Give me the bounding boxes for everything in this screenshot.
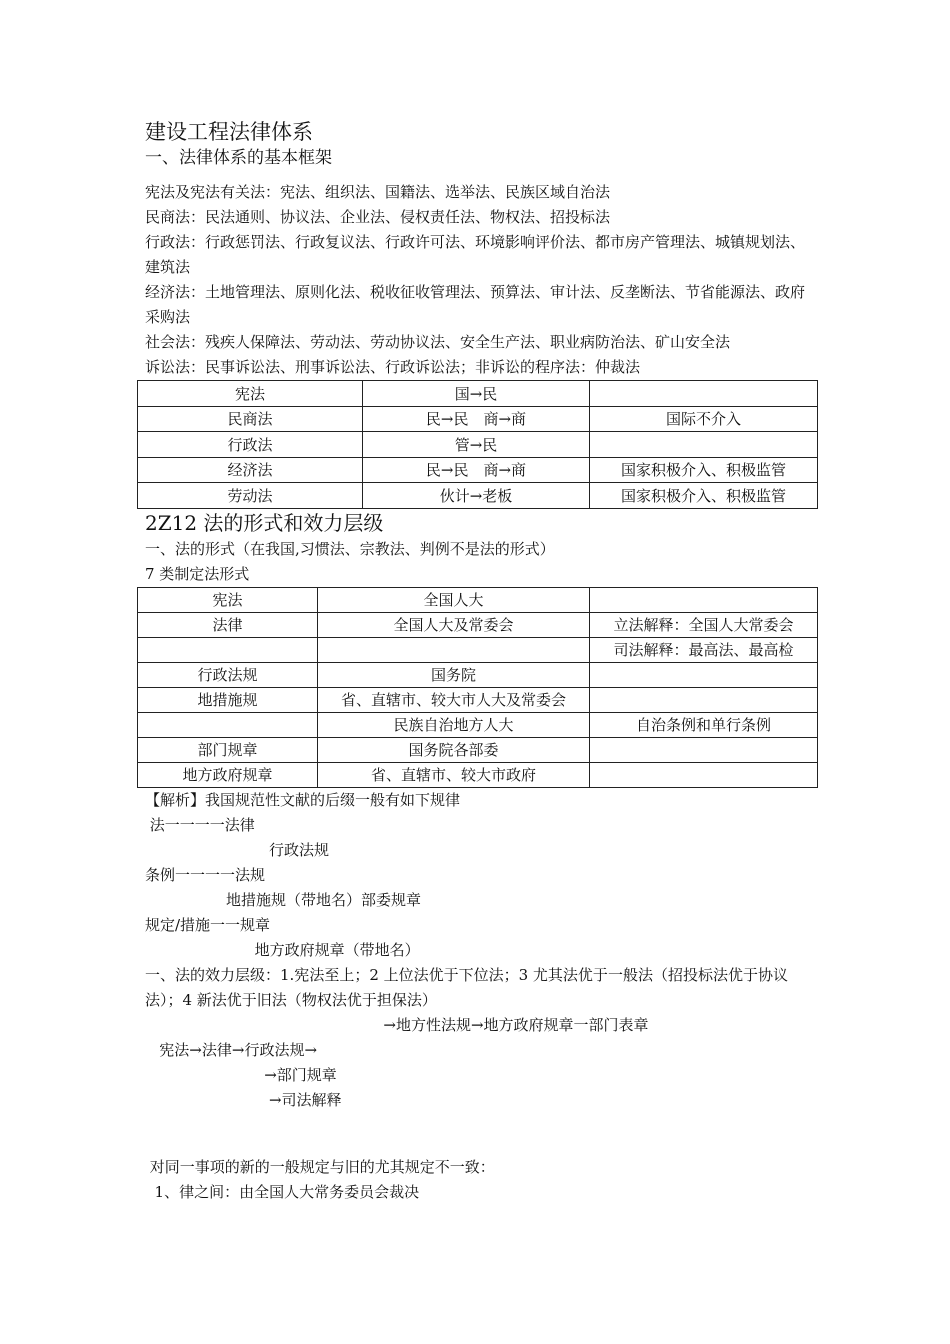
table-cell (590, 737, 818, 762)
table-cell: 行政法规 (138, 662, 318, 687)
table-cell: 民→民 商→商 (363, 457, 590, 483)
table-row (138, 483, 818, 509)
section-heading-forms: 2Z12 法的形式和效力层级 (145, 510, 384, 535)
table-cell: 国务院 (318, 662, 590, 687)
paragraph: 宪法及宪法有关法：宪法、组织法、国籍法、选举法、民族区域自治法 (145, 183, 611, 201)
hierarchy-diagram (145, 1013, 815, 1113)
table-cell: 劳动法 (138, 483, 363, 509)
table-cell: 司法解释：最高法、最高检 (590, 637, 818, 662)
table-row (138, 457, 818, 483)
table-cell: 民族自治地方人大 (318, 712, 590, 737)
law-forms-table (137, 587, 818, 788)
analysis-line: 地措施规（带地名）部委规章 (145, 890, 422, 909)
table-cell: 地方政府规章 (138, 762, 318, 787)
analysis-line: 法一一一一法律 (145, 815, 255, 834)
table-cell (318, 637, 590, 662)
law-categories (145, 180, 815, 380)
table-row (138, 712, 818, 737)
table-cell: 法律 (138, 612, 318, 637)
effect-hierarchy-text: 一、法的效力层级：1.宪法至上；2 上位法优于下位法；3 尤其法优于一般法（招投标法优于协议法）；4 新法优于旧法（物权法优于担保法） (145, 965, 788, 1009)
table-cell: 行政法 (138, 432, 363, 458)
table-cell (590, 381, 818, 407)
paragraph: 诉讼法：民事诉讼法、刑事诉讼法、行政诉讼法；非诉讼的程序法：仲裁法 (145, 358, 641, 376)
hierarchy-line: 宪法→法律→行政法规→ (145, 1040, 318, 1059)
table-cell: 国务院各部委 (318, 737, 590, 762)
table-cell: 经济法 (138, 457, 363, 483)
table-cell: 国家积极介入、积极监管 (590, 483, 818, 509)
paragraph: 民商法：民法通则、协议法、企业法、侵权责任法、物权法、招投标法 (145, 208, 611, 226)
table-cell: 国→民 (363, 381, 590, 407)
paragraph: 社会法：残疾人保障法、劳动法、劳动协议法、安全生产法、职业病防治法、矿山安全法 (145, 333, 731, 351)
subheading-types: 7 类制定法形式 (145, 564, 250, 583)
table-cell: 省、直辖市、较大市政府 (318, 762, 590, 787)
table-row (138, 587, 818, 612)
table-cell: 管→民 (363, 432, 590, 458)
table-row (138, 612, 818, 637)
spacer (145, 170, 815, 180)
analysis-line: 行政法规 (145, 840, 329, 859)
table-cell: 地措施规 (138, 687, 318, 712)
table-row (138, 381, 818, 407)
table-cell (590, 432, 818, 458)
subheading-forms: 一、法的形式（在我国,习惯法、宗教法、判例不是法的形式） (145, 539, 555, 558)
hierarchy-line: →地方性法规→地方政府规章一部门表章 (145, 1015, 649, 1034)
table-cell: 全国人大及常委会 (318, 612, 590, 637)
table-cell: 宪法 (138, 381, 363, 407)
table-cell (138, 637, 318, 662)
analysis-block (145, 788, 815, 963)
table-cell (590, 662, 818, 687)
table-cell: 伙计→老板 (363, 483, 590, 509)
table-row (138, 687, 818, 712)
table-cell (138, 712, 318, 737)
hierarchy-line: →部门规章 (145, 1065, 337, 1084)
spacer (145, 1113, 815, 1155)
table-cell: 全国人大 (318, 587, 590, 612)
table-row (138, 737, 818, 762)
table-cell (590, 762, 818, 787)
document-page (145, 118, 815, 1205)
table-cell: 宪法 (138, 587, 318, 612)
analysis-line: 【解析】我国规范性文献的后缀一般有如下规律 (145, 790, 461, 809)
table-cell: 部门规章 (138, 737, 318, 762)
table-row (138, 637, 818, 662)
table-row (138, 406, 818, 432)
hierarchy-line: →司法解释 (145, 1090, 342, 1109)
analysis-line: 地方政府规章（带地名） (145, 940, 420, 959)
table-cell (590, 587, 818, 612)
closing-line: 1、律之间：由全国人大常务委员会裁决 (145, 1182, 420, 1201)
paragraph: 经济法：土地管理法、原则化法、税收征收管理法、预算法、审计法、反垄断法、节省能源法、政府采购法 (145, 283, 806, 326)
table-cell: 省、直辖市、较大市人大及常委会 (318, 687, 590, 712)
section-heading-framework: 一、法律体系的基本框架 (145, 148, 332, 168)
table-row (138, 432, 818, 458)
table-cell: 国家积极介入、积极监管 (590, 457, 818, 483)
closing-block (145, 1155, 815, 1205)
table-cell: 民商法 (138, 406, 363, 432)
table-cell: 立法解释：全国人大常委会 (590, 612, 818, 637)
table-row (138, 662, 818, 687)
closing-line: 对同一事项的新的一般规定与旧的尤其规定不一致： (145, 1157, 495, 1176)
analysis-line: 条例一一一一法规 (145, 865, 266, 884)
paragraph: 行政法：行政惩罚法、行政复议法、行政许可法、环境影响评价法、都市房产管理法、城镇规划法、建筑法 (145, 233, 806, 276)
table-row (138, 762, 818, 787)
law-relation-table (137, 380, 818, 509)
table-cell: 国际不介入 (590, 406, 818, 432)
analysis-line: 规定/措施一一规章 (145, 915, 271, 934)
table-cell (590, 687, 818, 712)
table-cell: 自治条例和单行条例 (590, 712, 818, 737)
doc-title: 建设工程法律体系 (145, 120, 313, 144)
table-cell: 民→民 商→商 (363, 406, 590, 432)
